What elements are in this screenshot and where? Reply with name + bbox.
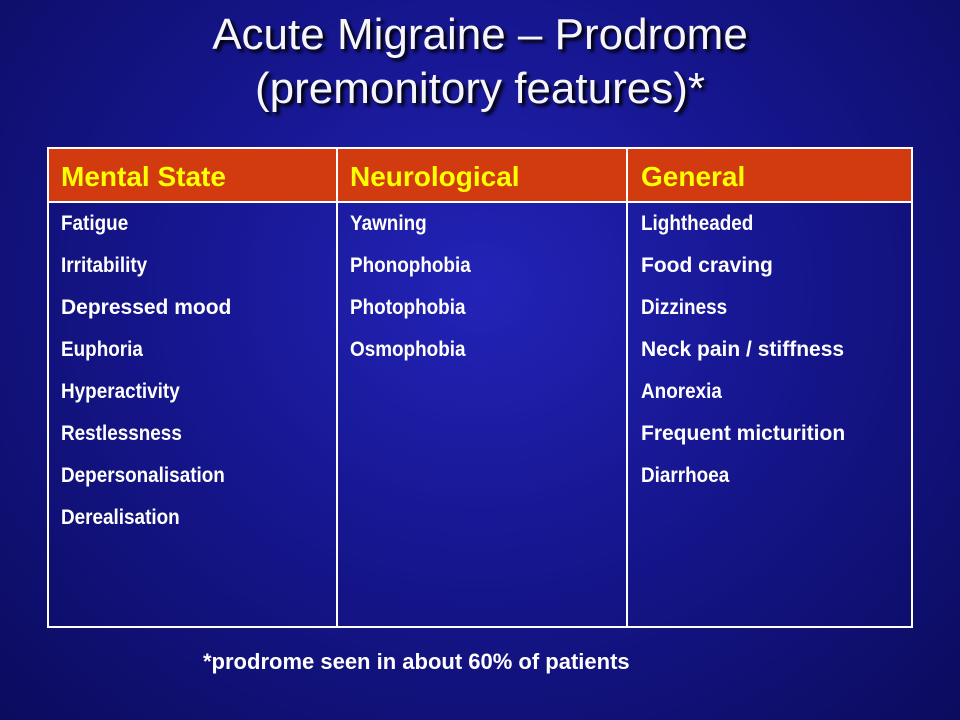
list-item: Depersonalisation <box>61 464 225 487</box>
list-item: Phonophobia <box>350 254 471 277</box>
list-item: Derealisation <box>61 506 180 529</box>
list-item: Irritability <box>61 254 148 277</box>
list-item: Neck pain / stiffness <box>641 338 845 361</box>
list-item: Photophobia <box>350 296 466 319</box>
list-item: Depressed mood <box>61 296 232 319</box>
list-item: Dizziness <box>641 296 728 319</box>
header-general: General <box>641 161 746 192</box>
header-neurological: Neurological <box>350 161 520 192</box>
list-item: Frequent micturition <box>641 422 846 445</box>
footnote: *prodrome seen in about 60% of patients <box>203 649 630 674</box>
slide-title <box>0 8 960 116</box>
column-divider <box>336 149 338 626</box>
list-item: Fatigue <box>61 212 129 235</box>
list-item: Osmophobia <box>350 338 466 361</box>
column-divider <box>626 149 628 626</box>
list-item: Anorexia <box>641 380 722 403</box>
header-mental-state: Mental State <box>61 161 226 192</box>
prodrome-table <box>47 147 913 628</box>
list-item: Restlessness <box>61 422 182 445</box>
title-line-1: Acute Migraine – Prodrome <box>212 10 748 59</box>
list-item: Yawning <box>350 212 427 235</box>
column-mental-state <box>61 211 243 547</box>
column-general <box>641 211 911 505</box>
list-item: Food craving <box>641 254 773 277</box>
column-neurological <box>350 211 484 379</box>
title-line-2: (premonitory features)* <box>255 64 705 113</box>
list-item: Euphoria <box>61 338 143 361</box>
list-item: Hyperactivity <box>61 380 180 403</box>
list-item: Lightheaded <box>641 212 754 235</box>
list-item: Diarrhoea <box>641 464 730 487</box>
